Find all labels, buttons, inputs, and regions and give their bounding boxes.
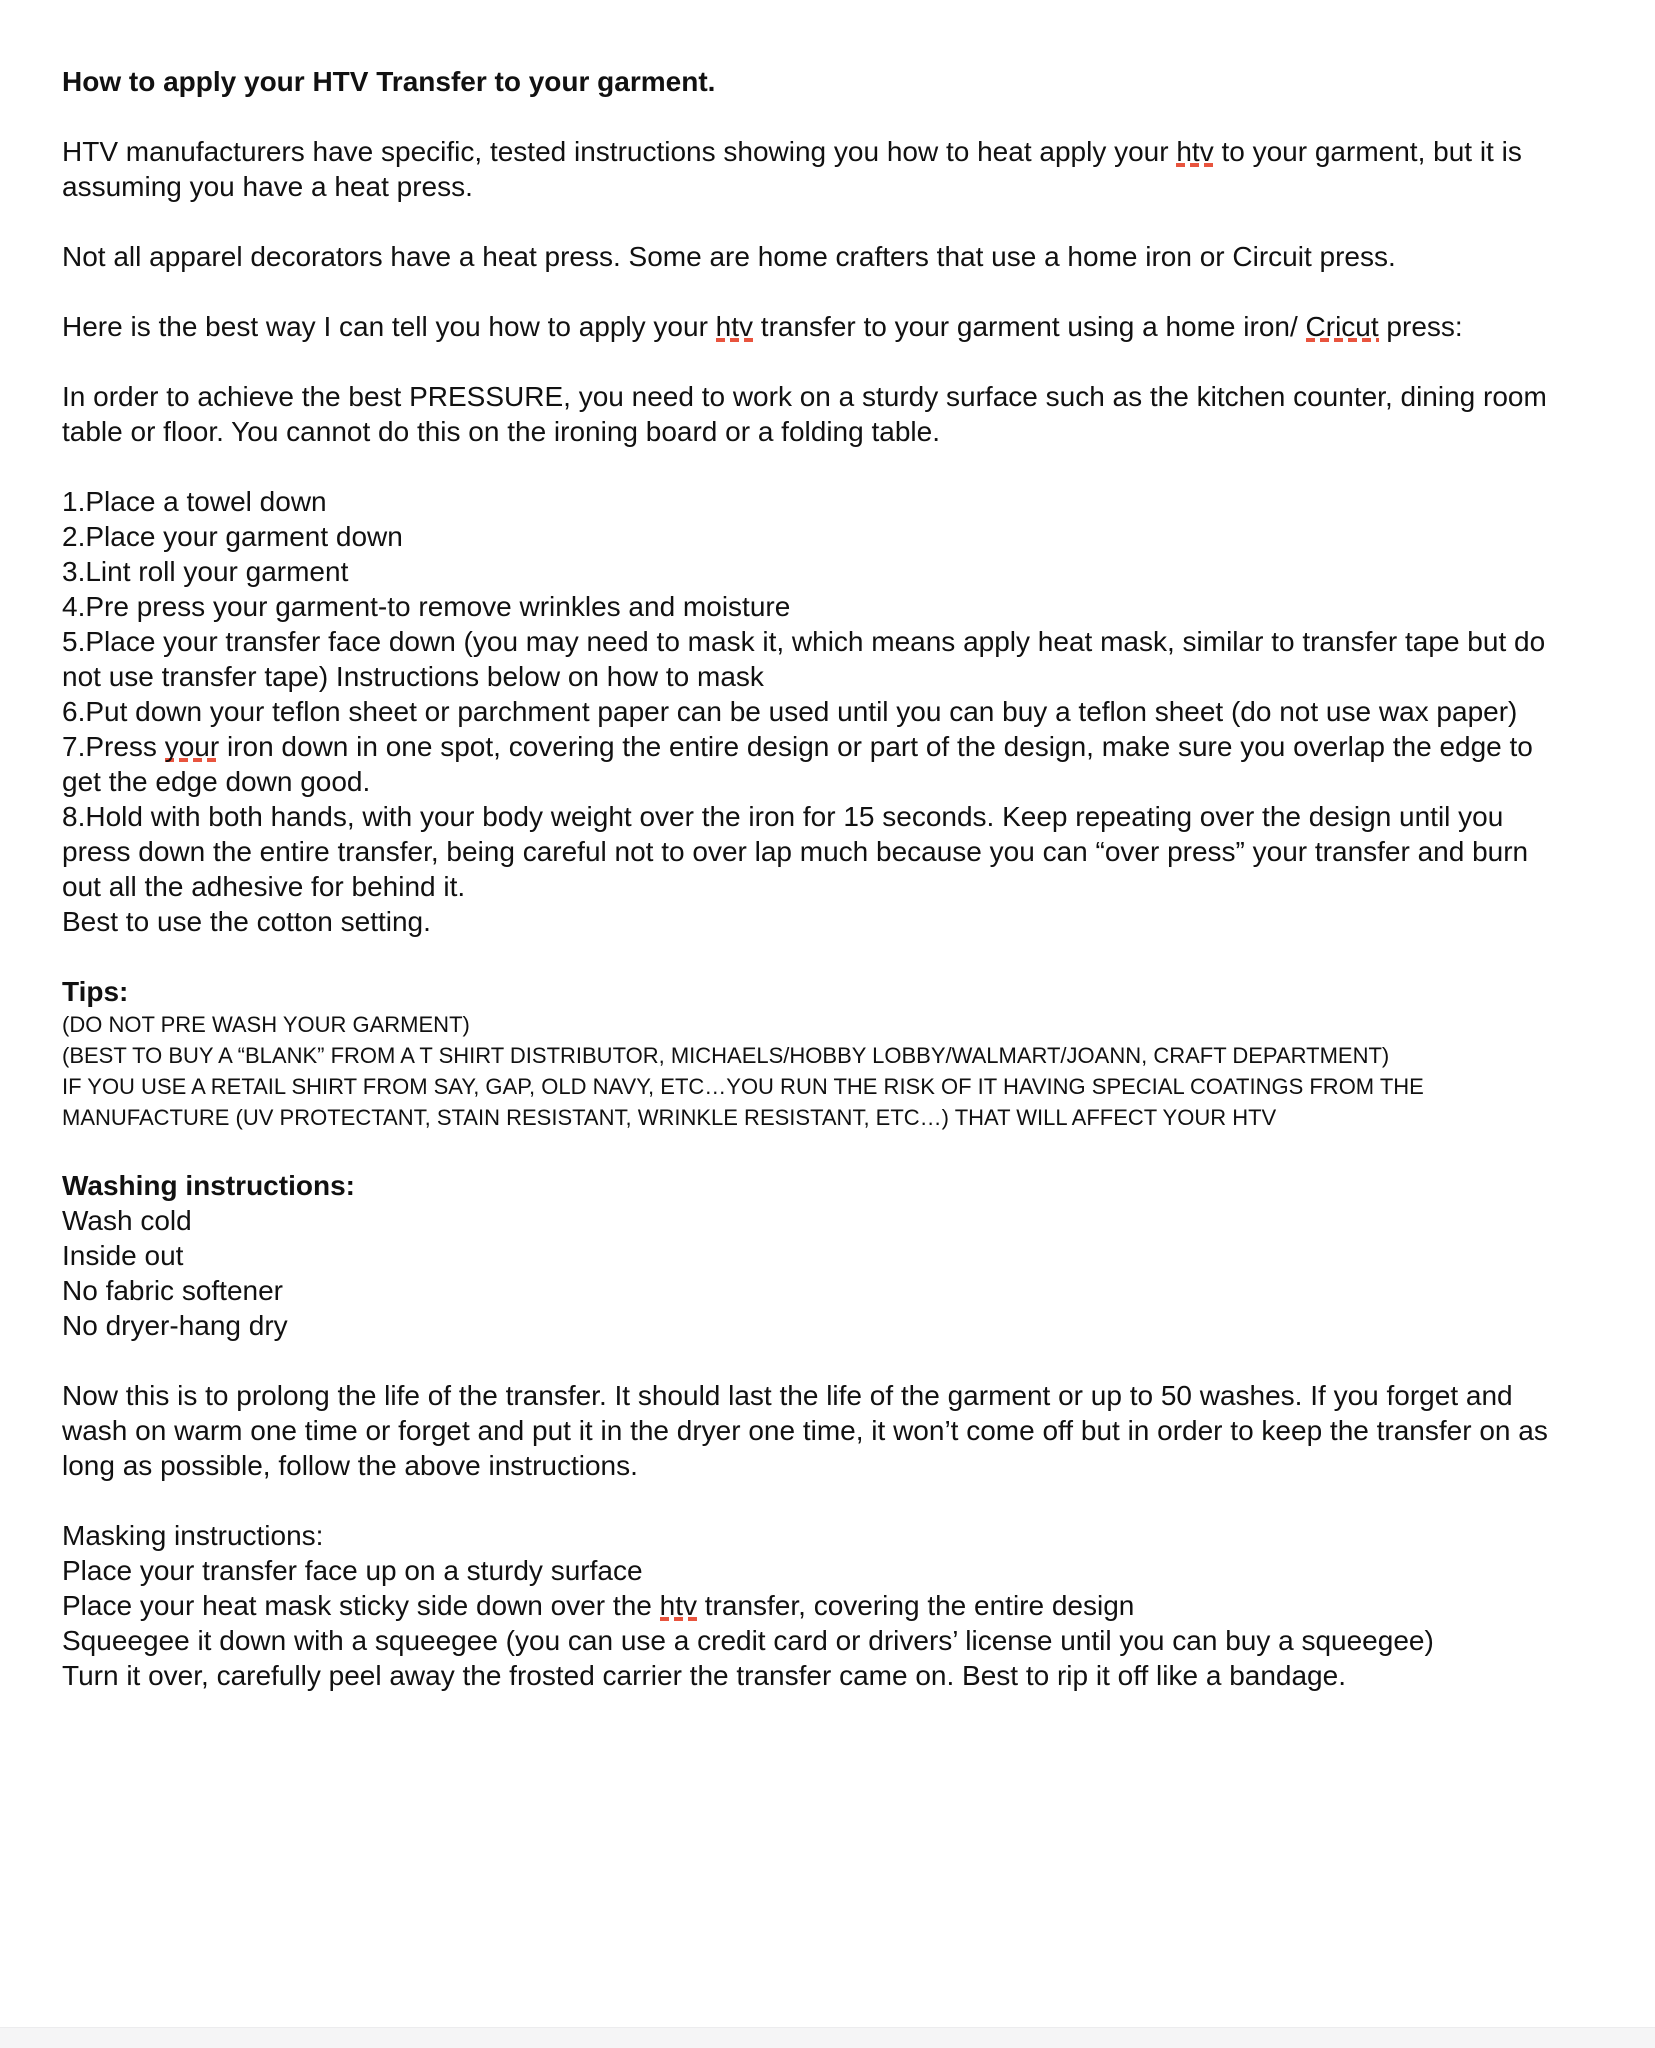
text-run: 8.Hold with both hands, with your body weight over the iron for 15 seconds. Keep repeating over the design until you press down the entire transfer, being careful not to over lap much because you can “over press” your transfer and burn out all the adhesive for behind it. [62, 801, 1529, 902]
misspelled-word: htv [659, 1590, 697, 1621]
paragraph [62, 309, 1555, 344]
text-run: No fabric softener [62, 1275, 283, 1306]
masking-instructions-section [62, 1518, 1555, 1693]
pressure-paragraph [62, 379, 1555, 449]
text-run: to your garment, but it is assuming you have a heat press. [62, 136, 1522, 202]
text-run: In order to achieve the best PRESSURE, you need to work on a sturdy surface such as the kitchen counter, dining room table or floor. You cannot do this on the ironing board or a folding table. [62, 381, 1547, 447]
intro-paragraph [62, 134, 1555, 204]
washing-line [62, 1238, 1555, 1273]
list-item [62, 729, 1555, 799]
text-run: (DO NOT PRE WASH YOUR GARMENT) [62, 1012, 470, 1037]
text-run: press: [1378, 311, 1463, 342]
list-item [62, 694, 1555, 729]
list-item [62, 484, 1555, 519]
misspelled-word: your [164, 731, 220, 762]
title-section [62, 64, 1555, 99]
text-run: 1.Place a towel down [62, 486, 327, 517]
text-run: Not all apparel decorators have a heat press. Some are home crafters that use a home iron or Circuit press. [62, 241, 1396, 272]
text-run: Turn it over, carefully peel away the frosted carrier the transfer came on. Best to rip it off like a bandage. [62, 1660, 1346, 1691]
washing-line [62, 1203, 1555, 1238]
steps-list [62, 484, 1555, 939]
text-run: 4.Pre press your garment-to remove wrinkles and moisture [62, 591, 791, 622]
masking-line [62, 1623, 1555, 1658]
document-title [62, 64, 1555, 99]
text-run: transfer to your garment using a home iron/ [753, 311, 1306, 342]
text-run: Squeegee it down with a squeegee (you can use a credit card or drivers’ license until you can buy a squeegee) [62, 1625, 1434, 1656]
best-way-paragraph [62, 309, 1555, 344]
text-run: HTV manufacturers have specific, tested instructions showing you how to heat apply your [62, 136, 1177, 167]
text-run: Best to use the cotton setting. [62, 906, 431, 937]
section-heading [62, 974, 1555, 1009]
masking-line [62, 1588, 1555, 1623]
text-run: Masking instructions: [62, 1520, 324, 1551]
text-run: Wash cold [62, 1205, 192, 1236]
tip-line [62, 1071, 1555, 1133]
text-run: No dryer-hang dry [62, 1310, 288, 1341]
washing-line [62, 1273, 1555, 1308]
paragraph [62, 1378, 1555, 1483]
text-run: Now this is to prolong the life of the transfer. It should last the life of the garment or up to 50 washes. If you forget and wash on warm one time or forget and put it in the dryer one time, it won’t come off but in order to keep the transfer on as long as possible, follow the above instructions. [62, 1380, 1548, 1481]
list-item [62, 624, 1555, 694]
washing-instructions-section [62, 1168, 1555, 1343]
no-heat-press-paragraph [62, 239, 1555, 274]
text-run: Here is the best way I can tell you how to apply your [62, 311, 716, 342]
tips-section [62, 974, 1555, 1133]
misspelled-word: Cricut [1305, 311, 1379, 342]
text-run: Place your transfer face up on a sturdy surface [62, 1555, 643, 1586]
list-item [62, 799, 1555, 904]
text-run: Place your heat mask sticky side down over the [62, 1590, 660, 1621]
list-item [62, 589, 1555, 624]
section-heading [62, 1518, 1555, 1553]
paragraph [62, 379, 1555, 449]
window-bottom-strip [0, 2027, 1655, 2048]
text-run: (BEST TO BUY A “BLANK” FROM A T SHIRT DISTRIBUTOR, MICHAELS/HOBBY LOBBY/WALMART/JOANN, CRAFT DEPARTMENT) [62, 1043, 1390, 1068]
misspelled-word: htv [715, 311, 754, 342]
paragraph [62, 134, 1555, 204]
text-run: transfer, covering the entire design [696, 1590, 1135, 1621]
list-item [62, 519, 1555, 554]
text-run: 3.Lint roll your garment [62, 556, 349, 587]
masking-line [62, 1553, 1555, 1588]
text-run: How to apply your HTV Transfer to your garment. [62, 66, 716, 97]
prolong-paragraph [62, 1378, 1555, 1483]
text-run: IF YOU USE A RETAIL SHIRT FROM SAY, GAP, OLD NAVY, ETC…YOU RUN THE RISK OF IT HAVING SPECIAL COATINGS FROM THE MANUFACTURE (UV PROTECTANT, STAIN RESISTANT, WRINKLE RESISTANT, ETC…) THAT WILL AFFECT YOUR HTV [62, 1074, 1424, 1130]
tip-line [62, 1009, 1555, 1040]
list-item [62, 904, 1555, 939]
paragraph [62, 239, 1555, 274]
masking-line [62, 1658, 1555, 1693]
text-run: Inside out [62, 1240, 184, 1271]
section-heading [62, 1168, 1555, 1203]
text-run: 7.Press [62, 731, 165, 762]
tip-line [62, 1040, 1555, 1071]
text-run: iron down in one spot, covering the entire design or part of the design, make sure you overlap the edge to get the edge down good. [62, 731, 1533, 797]
text-run: Washing instructions: [62, 1170, 355, 1201]
list-item [62, 554, 1555, 589]
washing-line [62, 1308, 1555, 1343]
misspelled-word: htv [1176, 136, 1214, 167]
text-run: 5.Place your transfer face down (you may need to mask it, which means apply heat mask, similar to transfer tape but do not use transfer tape) Instructions below on how to mask [62, 626, 1546, 692]
text-run: Tips: [62, 976, 129, 1007]
text-run: 2.Place your garment down [62, 521, 403, 552]
text-run: 6.Put down your teflon sheet or parchment paper can be used until you can buy a teflon sheet (do not use wax paper) [62, 696, 1518, 727]
